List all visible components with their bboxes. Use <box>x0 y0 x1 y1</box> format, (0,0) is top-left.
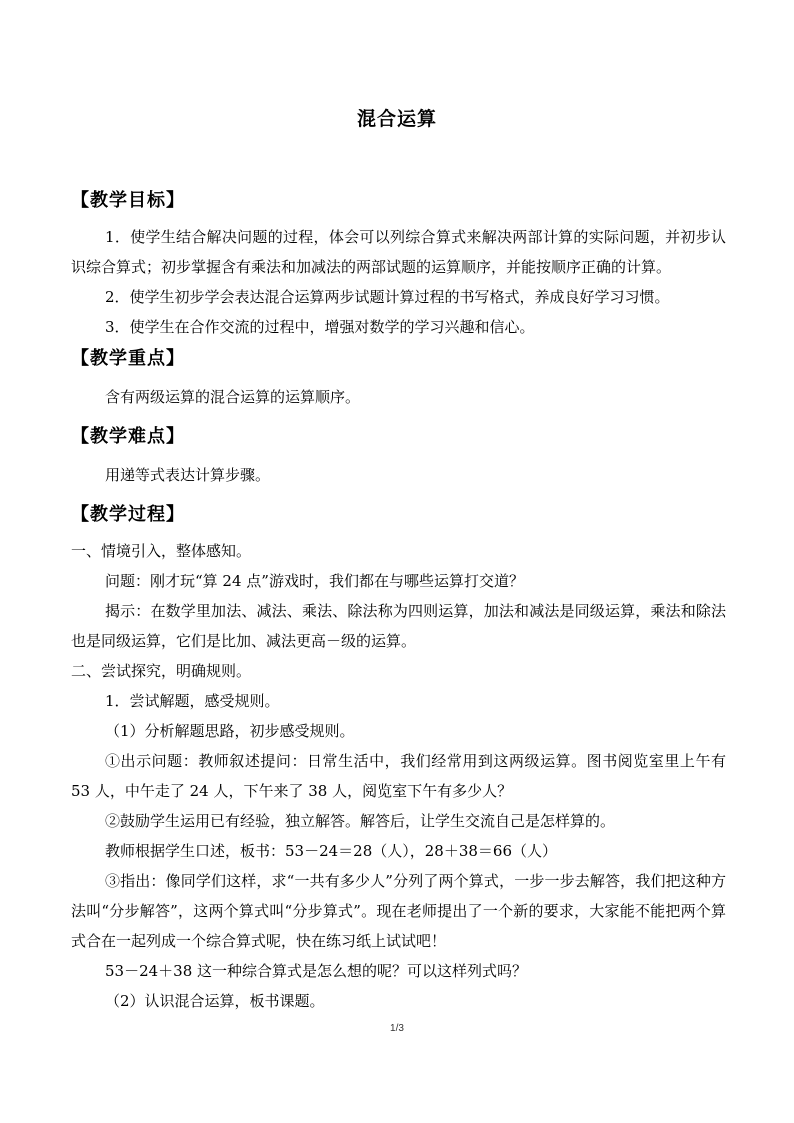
process-substep-1: （1）分析解题思路，初步感受规则。 <box>105 722 355 740</box>
heading-teaching-process: 【教学过程】 <box>71 504 185 525</box>
process-encourage: ②鼓励学生运用已有经验，独立解答。解答后，让学生交流自己是怎样算的。 <box>105 812 616 830</box>
page-number: 1/3 <box>390 1023 404 1034</box>
goal-item-2: 2．使学生初步学会表达混合运算两步试题计算过程的书写格式，养成良好学习习惯。 <box>105 288 670 306</box>
heading-teaching-goals: 【教学目标】 <box>71 190 185 211</box>
process-step-1: 1．尝试解题，感受规则。 <box>105 692 280 710</box>
page-title: 混合运算 <box>356 108 437 130</box>
process-board-writing: 教师根据学生口述，板书：53－24＝28（人），28＋38＝66（人） <box>105 842 558 860</box>
heading-key-points: 【教学重点】 <box>71 348 185 369</box>
document-body <box>71 184 726 1016</box>
process-point-out: ③指出：像同学们这样，求“一共有多少人”分列了两个算式，一步一步去解答，我们把这种方法叫“分步解答”，这两个算式叫“分步算式”。现在老师提出了一个新的要求，大家能不能把两个算式合在一起列成一个综合算式呢，快在练习纸上试试吧！ <box>71 872 726 950</box>
process-substep-2: （2）认识混合运算，板书课题。 <box>105 992 325 1010</box>
process-combined-formula: 53－24＋38 这一种综合算式是怎么想的呢？可以这样列式吗？ <box>105 962 528 980</box>
process-problem: ①出示问题：教师叙述提问：日常生活中，我们经常用到这两级运算。图书阅览室里上午有 53 人，中午走了 24 人，下午来了 38 人，阅览室下午有多少人？ <box>71 752 726 800</box>
process-section-1: 一、情境引入，整体感知。 <box>71 542 252 560</box>
process-question: 问题：刚才玩“算 24 点”游戏时，我们都在与哪些运算打交道？ <box>105 572 524 590</box>
goal-item-1: 1．使学生结合解决问题的过程，体会可以列综合算式来解决两部计算的实际问题，并初步认识综合算式；初步掌握含有乘法和加减法的两部试题的运算顺序，并能按顺序正确的计算。 <box>71 228 726 276</box>
heading-difficulties: 【教学难点】 <box>71 426 185 447</box>
process-reveal: 揭示：在数学里加法、减法、乘法、除法称为四则运算，加法和减法是同级运算，乘法和除法也是同级运算，它们是比加、减法更高－级的运算。 <box>71 602 726 650</box>
key-points-text: 含有两级运算的混合运算的运算顺序。 <box>105 388 361 406</box>
goal-item-3: 3．使学生在合作交流的过程中，增强对数学的学习兴趣和信心。 <box>105 318 535 336</box>
process-section-2: 二、尝试探究，明确规则。 <box>71 662 252 680</box>
difficulties-text: 用递等式表达计算步骤。 <box>105 466 271 484</box>
